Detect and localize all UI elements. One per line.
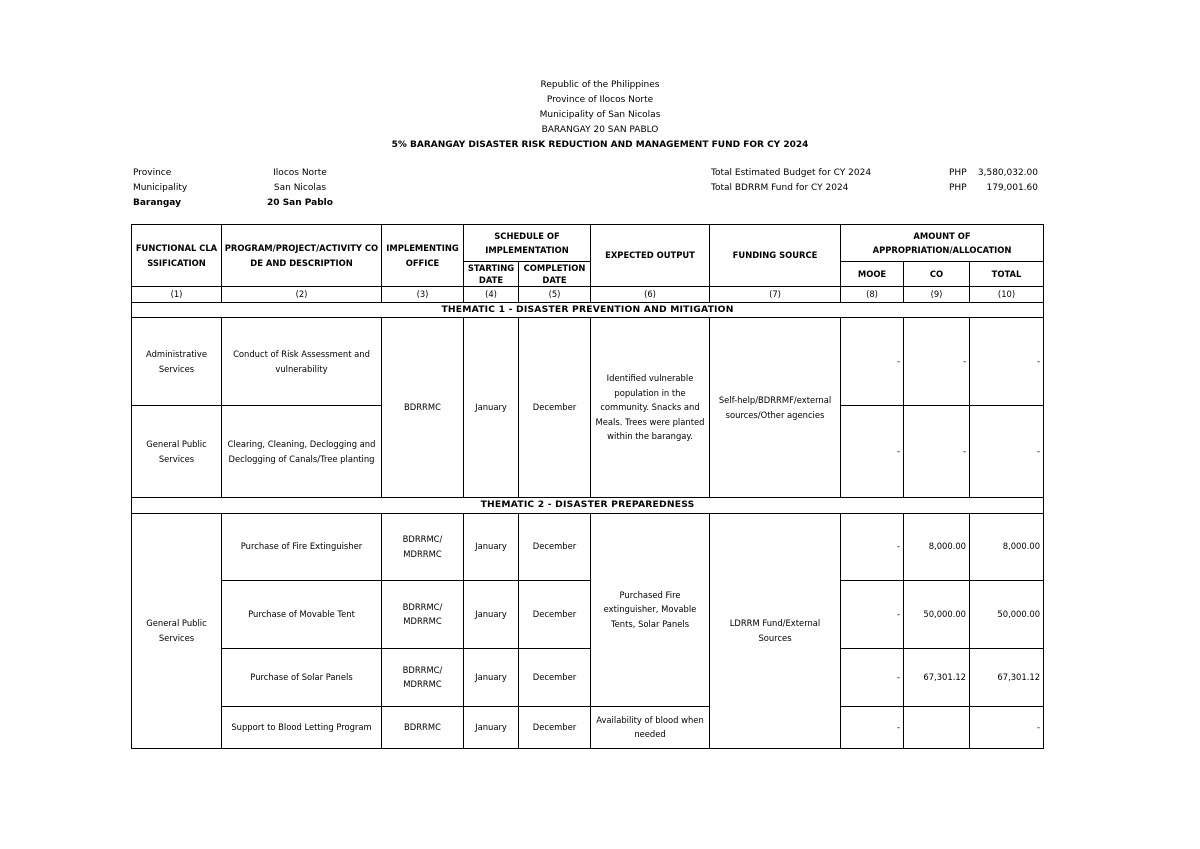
document-header bbox=[0, 78, 1200, 153]
col-header-funding: FUNDING SOURCE bbox=[710, 225, 841, 287]
header-line-1: Republic of the Philippines bbox=[540, 80, 660, 90]
fund-currency-label: PHP bbox=[949, 183, 967, 193]
col-header-amount: AMOUNT OF APPROPRIATION/ALLOCATION bbox=[841, 225, 1044, 262]
barangay-label: Barangay bbox=[133, 198, 181, 208]
thematic-2-title: THEMATIC 2 - DISASTER PREPAREDNESS bbox=[132, 498, 1044, 514]
municipality-value: San Nicolas bbox=[273, 183, 327, 193]
completion-date: December bbox=[519, 580, 591, 648]
col-number: (9) bbox=[904, 287, 970, 303]
col-number: (7) bbox=[710, 287, 841, 303]
total-budget-label: Total Estimated Budget for CY 2024 bbox=[711, 168, 872, 178]
col-header-start: STARTING DATE bbox=[464, 262, 519, 287]
document-title: 5% BARANGAY DISASTER RISK REDUCTION AND MANAGEMENT FUND FOR CY 2024 bbox=[391, 140, 809, 150]
completion-date: December bbox=[519, 648, 591, 706]
expected-output: Identified vulnerable population in the community. Snacks and Meals. Trees were planted within the barangay. bbox=[591, 318, 710, 498]
co-amount: 50,000.00 bbox=[904, 580, 970, 648]
col-number: (3) bbox=[382, 287, 464, 303]
starting-date: January bbox=[464, 648, 519, 706]
funding-source: Self-help/BDRRMF/external sources/Other agencies bbox=[710, 318, 841, 498]
col-header-output: EXPECTED OUTPUT bbox=[591, 225, 710, 287]
province-value: Ilocos Norte bbox=[273, 168, 327, 178]
col-header-mooe: MOOE bbox=[841, 262, 904, 287]
completion-date: December bbox=[519, 706, 591, 748]
co-amount: 8,000.00 bbox=[904, 513, 970, 580]
col-number: (8) bbox=[841, 287, 904, 303]
starting-date: January bbox=[464, 580, 519, 648]
total-amount: - bbox=[970, 406, 1044, 498]
header-line-3: Municipality of San Nicolas bbox=[539, 110, 661, 120]
co-amount bbox=[904, 706, 970, 748]
budget-values bbox=[958, 166, 1038, 196]
program-description: Clearing, Cleaning, Declogging and Declogging of Canals/Tree planting bbox=[222, 406, 382, 498]
starting-date: January bbox=[464, 706, 519, 748]
expected-output: Availability of blood when needed bbox=[591, 706, 710, 748]
mooe-amount: - bbox=[841, 580, 904, 648]
completion-date: December bbox=[519, 318, 591, 498]
total-amount: 8,000.00 bbox=[970, 513, 1044, 580]
municipality-label: Municipality bbox=[133, 183, 188, 193]
barangay-value: 20 San Pablo bbox=[267, 198, 333, 208]
functional-classification: Administrative Services bbox=[132, 318, 222, 406]
program-description: Support to Blood Letting Program bbox=[222, 706, 382, 748]
header-line-4: BARANGAY 20 SAN PABLO bbox=[541, 125, 659, 135]
co-amount: - bbox=[904, 318, 970, 406]
col-number: (4) bbox=[464, 287, 519, 303]
location-labels bbox=[133, 166, 187, 211]
co-amount: 67,301.12 bbox=[904, 648, 970, 706]
col-header-program: PROGRAM/PROJECT/ACTIVITY CODE AND DESCRIPTION bbox=[222, 225, 382, 287]
co-amount: - bbox=[904, 406, 970, 498]
table-row bbox=[132, 706, 1044, 748]
col-header-co: CO bbox=[904, 262, 970, 287]
mooe-amount: - bbox=[841, 513, 904, 580]
total-amount: 67,301.12 bbox=[970, 648, 1044, 706]
thematic-1-title: THEMATIC 1 - DISASTER PREVENTION AND MITIGATION bbox=[132, 302, 1044, 318]
budget-currency-label: PHP bbox=[949, 168, 967, 178]
funding-source: LDRRM Fund/External Sources bbox=[710, 513, 841, 748]
bdrrm-fund-table bbox=[131, 224, 1044, 749]
budget-labels bbox=[711, 166, 871, 196]
total-amount: 50,000.00 bbox=[970, 580, 1044, 648]
col-header-completion: COMPLETION DATE bbox=[519, 262, 591, 287]
implementing-office: BDRRMC bbox=[382, 706, 464, 748]
completion-date: December bbox=[519, 513, 591, 580]
implementing-office: BDRRMC/ MDRRMC bbox=[382, 648, 464, 706]
col-header-total: TOTAL bbox=[970, 262, 1044, 287]
col-header-functional: FUNCTIONAL CLASSIFICATION bbox=[132, 225, 222, 287]
implementing-office: BDRRMC/ MDRRMC bbox=[382, 513, 464, 580]
mooe-amount: - bbox=[841, 706, 904, 748]
header-line-2: Province of Ilocos Norte bbox=[546, 95, 654, 105]
implementing-office: BDRRMC/ MDRRMC bbox=[382, 580, 464, 648]
col-header-schedule: SCHEDULE OF IMPLEMENTATION bbox=[464, 225, 591, 262]
total-amount: - bbox=[970, 706, 1044, 748]
functional-classification: General Public Services bbox=[132, 513, 222, 748]
col-header-office: IMPLEMENTING OFFICE bbox=[382, 225, 464, 287]
program-description: Conduct of Risk Assessment and vulnerability bbox=[222, 318, 382, 406]
implementing-office: BDRRMC bbox=[382, 318, 464, 498]
mooe-amount: - bbox=[841, 318, 904, 406]
total-fund-label: Total BDRRM Fund for CY 2024 bbox=[711, 183, 849, 193]
program-description: Purchase of Solar Panels bbox=[222, 648, 382, 706]
starting-date: January bbox=[464, 318, 519, 498]
starting-date: January bbox=[464, 513, 519, 580]
program-description: Purchase of Fire Extinguisher bbox=[222, 513, 382, 580]
table-row bbox=[132, 318, 1044, 406]
table-row bbox=[132, 513, 1044, 580]
province-label: Province bbox=[133, 168, 172, 178]
functional-classification: General Public Services bbox=[132, 406, 222, 498]
col-number: (10) bbox=[970, 287, 1044, 303]
column-number-row bbox=[132, 287, 1044, 303]
total-fund-value: 179,001.60 bbox=[986, 183, 1038, 193]
total-amount: - bbox=[970, 318, 1044, 406]
expected-output: Purchased Fire extinguisher, Movable Tents, Solar Panels bbox=[591, 513, 710, 706]
col-number: (5) bbox=[519, 287, 591, 303]
table-row bbox=[132, 648, 1044, 706]
col-number: (6) bbox=[591, 287, 710, 303]
mooe-amount: - bbox=[841, 406, 904, 498]
col-number: (1) bbox=[132, 287, 222, 303]
table-row bbox=[132, 580, 1044, 648]
total-budget-value: 3,580,032.00 bbox=[977, 168, 1038, 178]
location-values bbox=[245, 166, 355, 211]
program-description: Purchase of Movable Tent bbox=[222, 580, 382, 648]
mooe-amount: - bbox=[841, 648, 904, 706]
col-number: (2) bbox=[222, 287, 382, 303]
